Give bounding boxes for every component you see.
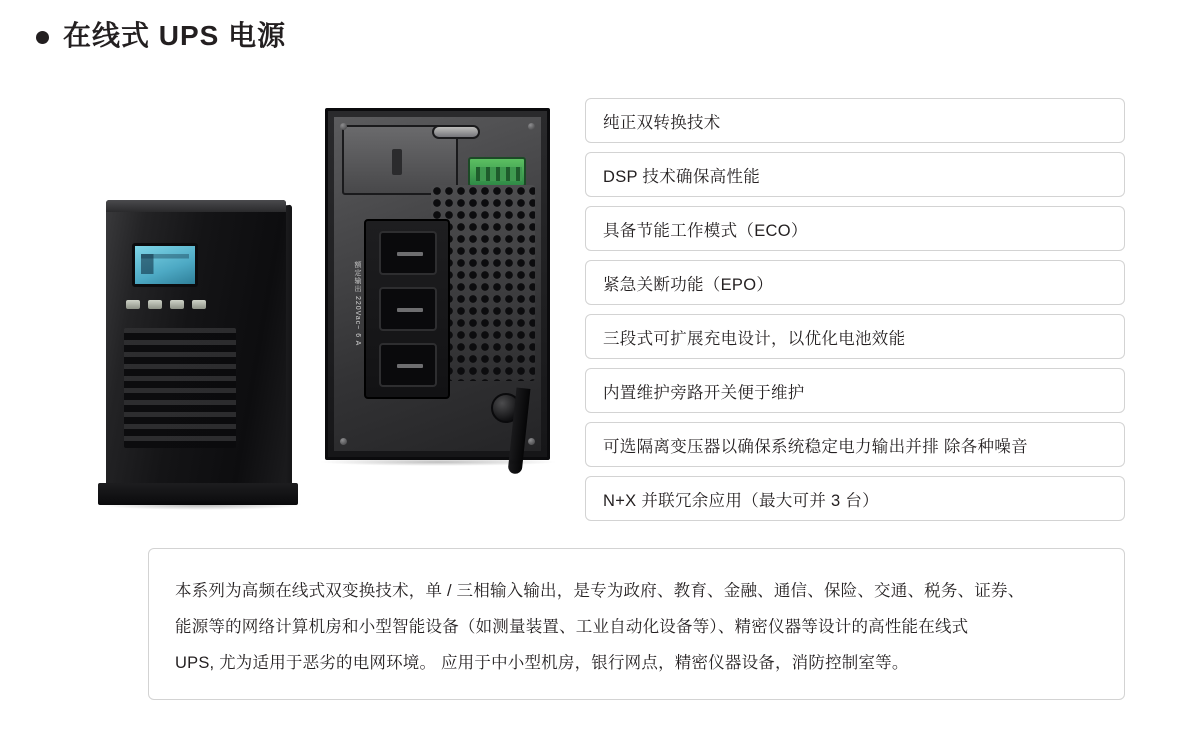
control-buttons [126,300,206,309]
tower-top-panel [106,200,286,212]
description-box [148,548,1125,700]
feature-item: 纯正双转换技术 [585,98,1125,143]
feature-item: 内置维护旁路开关便于维护 [585,368,1125,413]
panel-screw [528,438,535,445]
feature-item: 三段式可扩展充电设计，以优化电池效能 [585,314,1125,359]
feature-item: 具备节能工作模式（ECO） [585,206,1125,251]
feature-item: N+X 并联冗余应用（最大可并 3 台） [585,476,1125,521]
db9-connector [432,125,480,139]
control-button [148,300,162,309]
page-title-text: 在线式 UPS 电源 [63,20,287,51]
lcd-display [132,243,198,287]
panel-screw [340,438,347,445]
tower-shadow [98,500,303,510]
output-socket [379,343,437,387]
description-line: 本系列为高频在线式双变换技术，单 / 三相输入输出，是专为政府、教育、金融、通信、保险、交通、税务、证券、 [175,582,1025,600]
output-socket [379,287,437,331]
rear-unit-shadow [318,458,558,466]
panel-screw [340,123,347,130]
feature-item: DSP 技术确保高性能 [585,152,1125,197]
control-button [170,300,184,309]
control-button [126,300,140,309]
panel-screw [528,123,535,130]
description-line: 能源等的网络计算机房和小型智能设备（如测量装置、工业自动化设备等）、精密仪器等设计的高性能在线式 [175,618,969,636]
output-sockets [364,219,450,399]
product-image [60,90,570,530]
description-line: UPS, 尤为适用于恶劣的电网环境。 应用于中小型机房，银行网点，精密仪器设备，消防控制室等。 [175,654,909,672]
feature-item: 紧急关断功能（EPO） [585,260,1125,305]
terminal-block-connector [468,157,526,187]
feature-list [585,98,1125,521]
bullet-icon [36,31,49,44]
output-socket [379,231,437,275]
feature-item: 可选隔离变压器以确保系统稳定电力输出并排 除各种噪音 [585,422,1125,467]
ups-tower-unit [98,200,294,500]
rear-panel-rating-label: 额定输出 220Vac~ 6 A [354,261,361,347]
page-title [36,22,286,50]
control-button [192,300,206,309]
front-vent-grille [124,328,236,448]
